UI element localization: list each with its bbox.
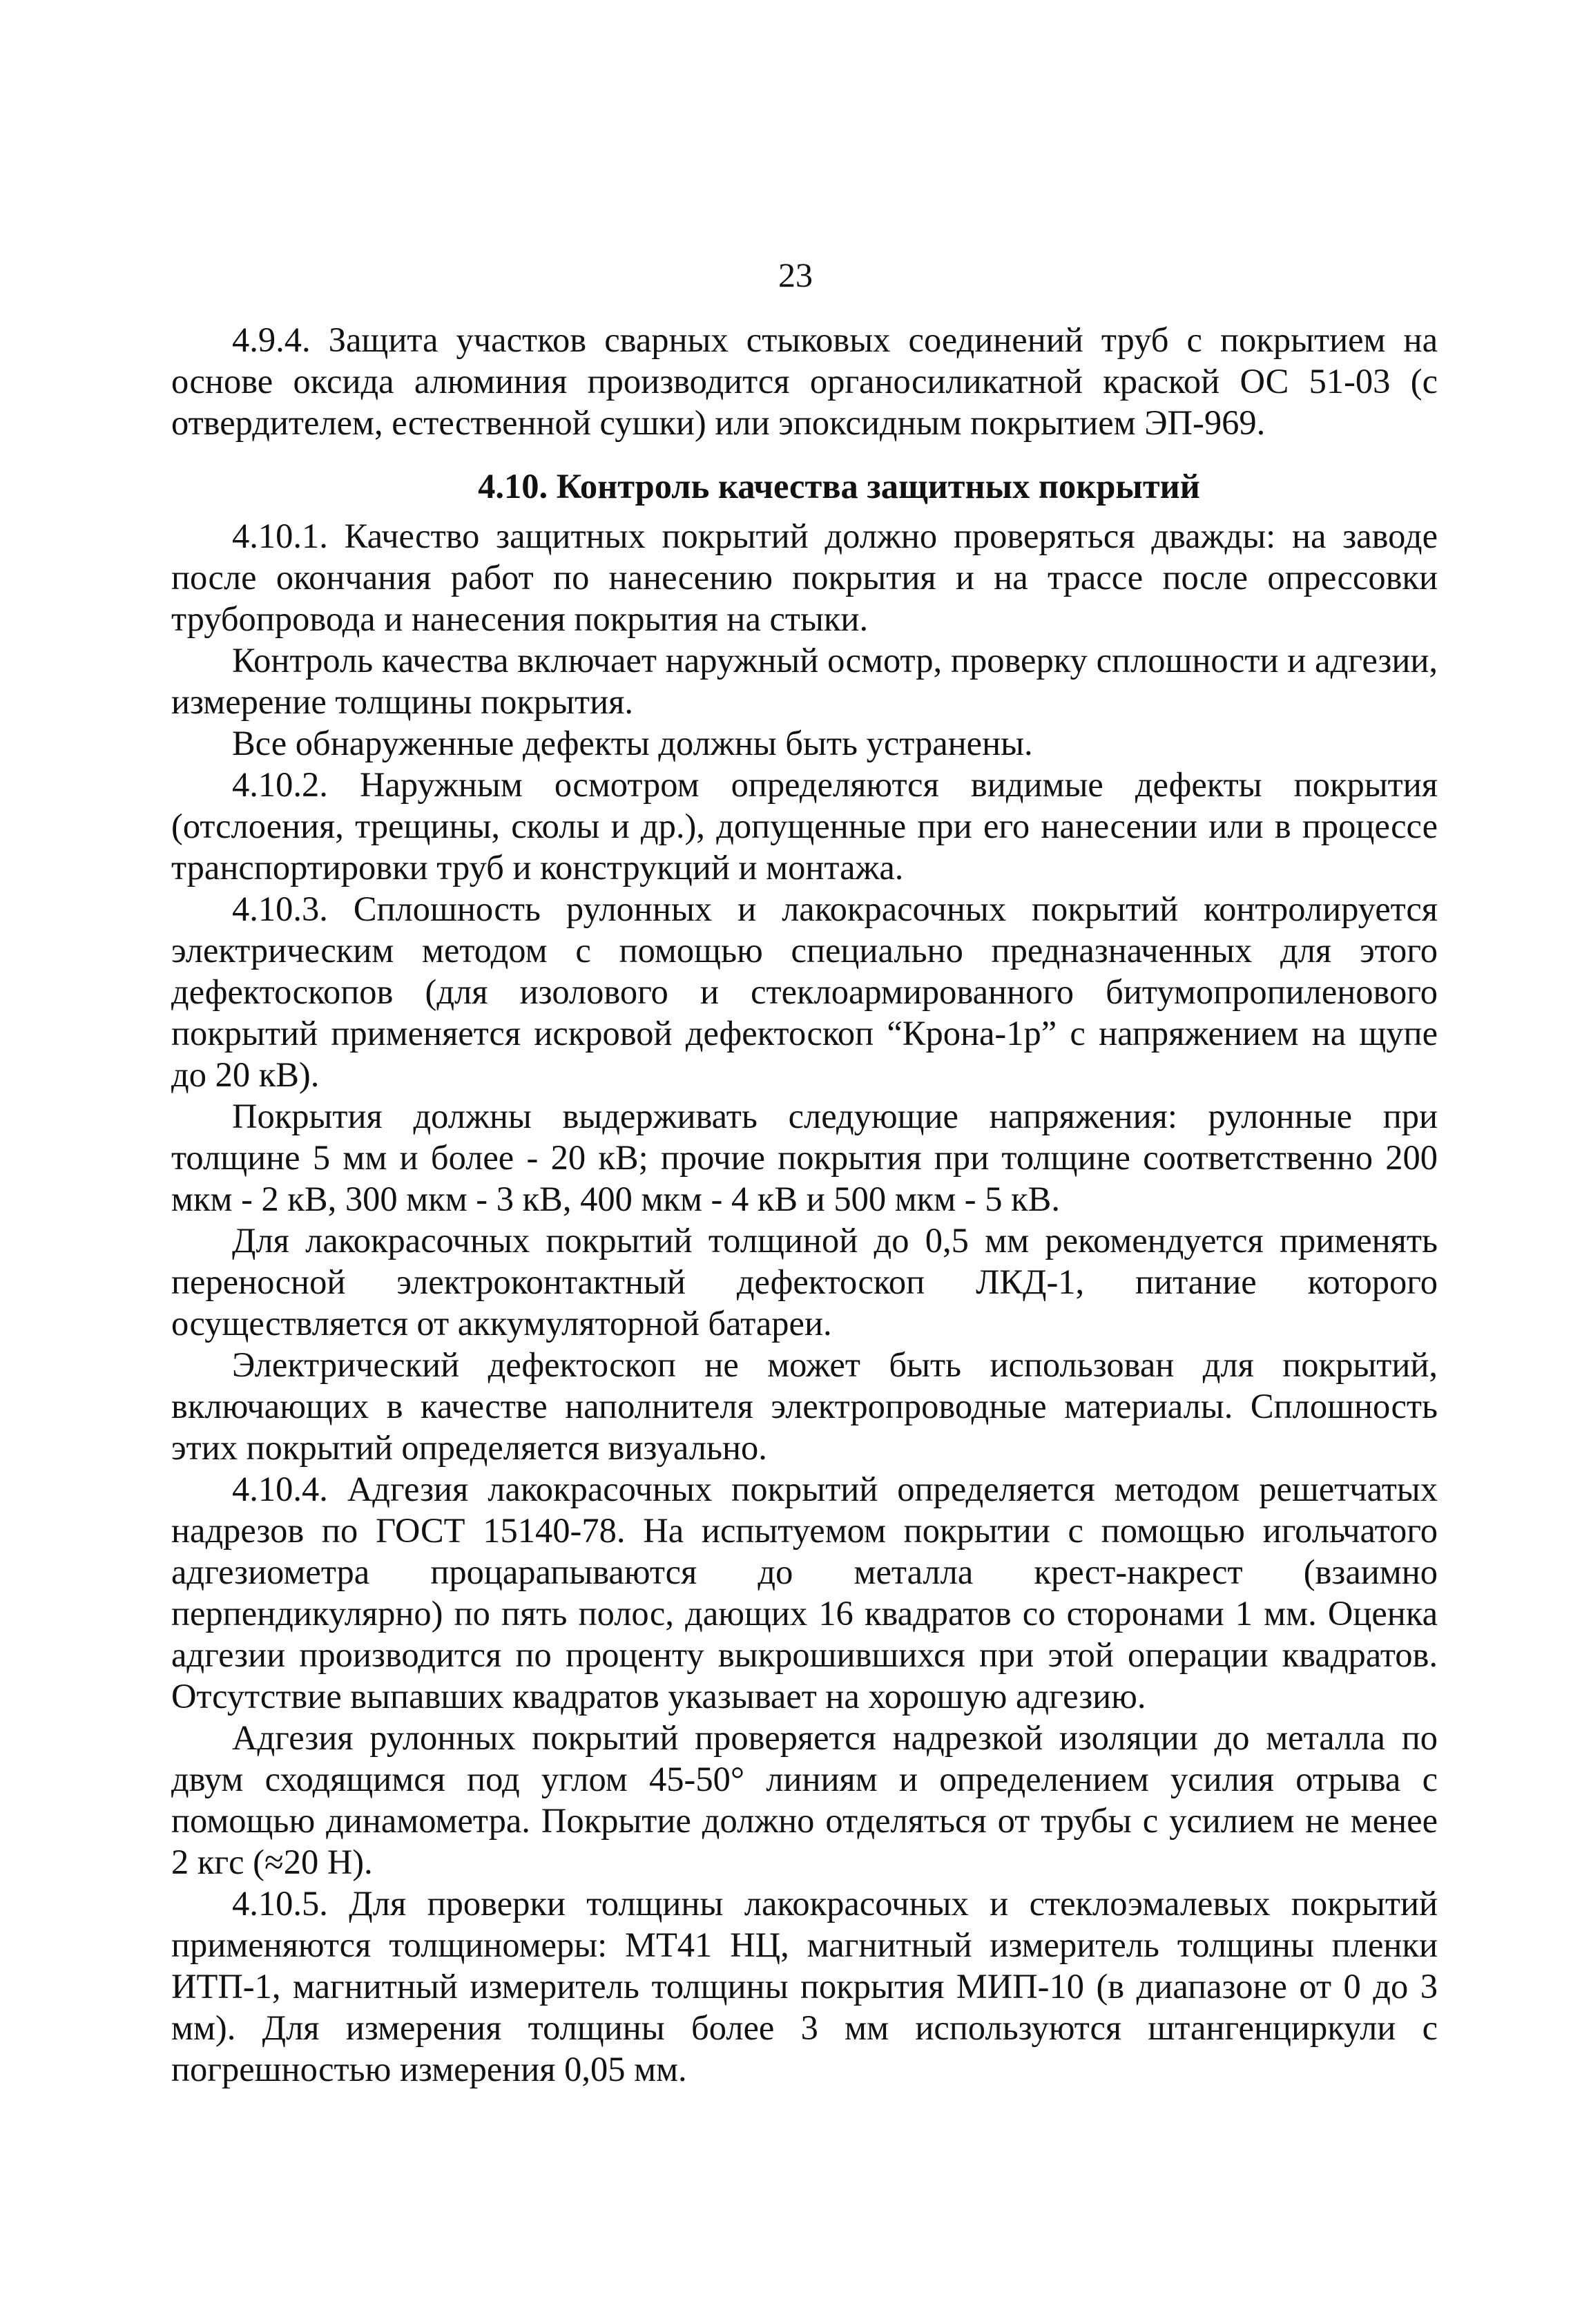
- paragraph-4-10-5: 4.10.5. Для проверки толщины лакокрасочных и стеклоэмалевых покрытий применяются толщиномеры: МТ41 НЦ, магнитный измеритель толщины пленки ИТП-1, магнитный измеритель толщины покрытия МИП-10 (в диапазоне от 0 до 3 мм). Для измерения толщины более 3 мм используются штангенциркули с погрешностью измерения 0,05 мм.: [171, 1884, 1438, 2088]
- paragraph-4-10-2: 4.10.2. Наружным осмотром определяются видимые дефекты покрытия (отслоения, трещины, сколы и др.), допущенные при его нанесении или в процессе транспортировки труб и конструкций и монтажа.: [171, 765, 1438, 887]
- paragraph-roll-adhesion: Адгезия рулонных покрытий проверяется надрезкой изоляции до металла по двум сходящимся под углом 45-50° линиям и определением усилия отрыва с помощью динамометра. Покрытие должно отделяться от трубы с усилием не менее 2 кгс (≈20 Н).: [171, 1718, 1438, 1881]
- paragraph-lkd-1: Для лакокрасочных покрытий толщиной до 0,5 мм рекомендуется применять переносной электроконтактный дефектоскоп ЛКД-1, питание которого осуществляется от аккумуляторной батареи.: [171, 1221, 1438, 1343]
- paragraph-4-10-4: 4.10.4. Адгезия лакокрасочных покрытий определяется методом решетчатых надрезов по ГОСТ 15140-78. На испытуемом покрытии с помощью игольчатого адгезиометра процарапываются до металла крест-накрест (взаимно перпендикулярно) по пять полос, дающих 16 квадратов со сторонами 1 мм. Оценка адгезии производится по проценту выкрошившихся при этой операции квадратов. Отсутствие выпавших квадратов указывает на хорошую адгезию.: [171, 1470, 1438, 1716]
- paragraph-defects: Все обнаруженные дефекты должны быть устранены.: [232, 724, 1033, 762]
- paragraph-quality-control: Контроль качества включает наружный осмотр, проверку сплошности и адгезии, измерение толщины покрытия.: [171, 641, 1438, 721]
- paragraph-electric-detector: Электрический дефектоскоп не может быть использован для покрытий, включающих в качестве наполнителя электропроводные материалы. Сплошность этих покрытий определяется визуально.: [171, 1345, 1438, 1467]
- paragraph-4-10-3: 4.10.3. Сплошность рулонных и лакокрасочных покрытий контролируется электрическим методом с помощью специально предназначенных для этого дефектоскопов (для изолового и стеклоармированного битумопропиленового покрытий применяется искровой дефектоскоп “Крона-1р” с напряжением на щупе до 20 кВ).: [171, 890, 1438, 1094]
- document-body: [171, 319, 1438, 2090]
- paragraph-voltages: Покрытия должны выдерживать следующие напряжения: рулонные при толщине 5 мм и более - 20 кВ; прочие покрытия при толщине соответственно 200 мкм - 2 кВ, 300 мкм - 3 кВ, 400 мкм - 4 кВ и 500 мкм - 5 кВ.: [171, 1097, 1438, 1218]
- page-number: 23: [778, 256, 813, 294]
- paragraph-4-9-4: 4.9.4. Защита участков сварных стыковых соединений труб с покрытием на основе оксида алюминия производится органосиликатной краской ОС 51-03 (с отвердителем, естественной сушки) или эпоксидным покрытием ЭП-969.: [171, 320, 1438, 442]
- section-heading: 4.10. Контроль качества защитных покрытий: [478, 467, 1200, 506]
- paragraph-4-10-1: 4.10.1. Качество защитных покрытий должно проверяться дважды: на заводе после окончания работ по нанесению покрытия и на трассе после опрессовки трубопровода и нанесения покрытия на стыки.: [171, 517, 1438, 638]
